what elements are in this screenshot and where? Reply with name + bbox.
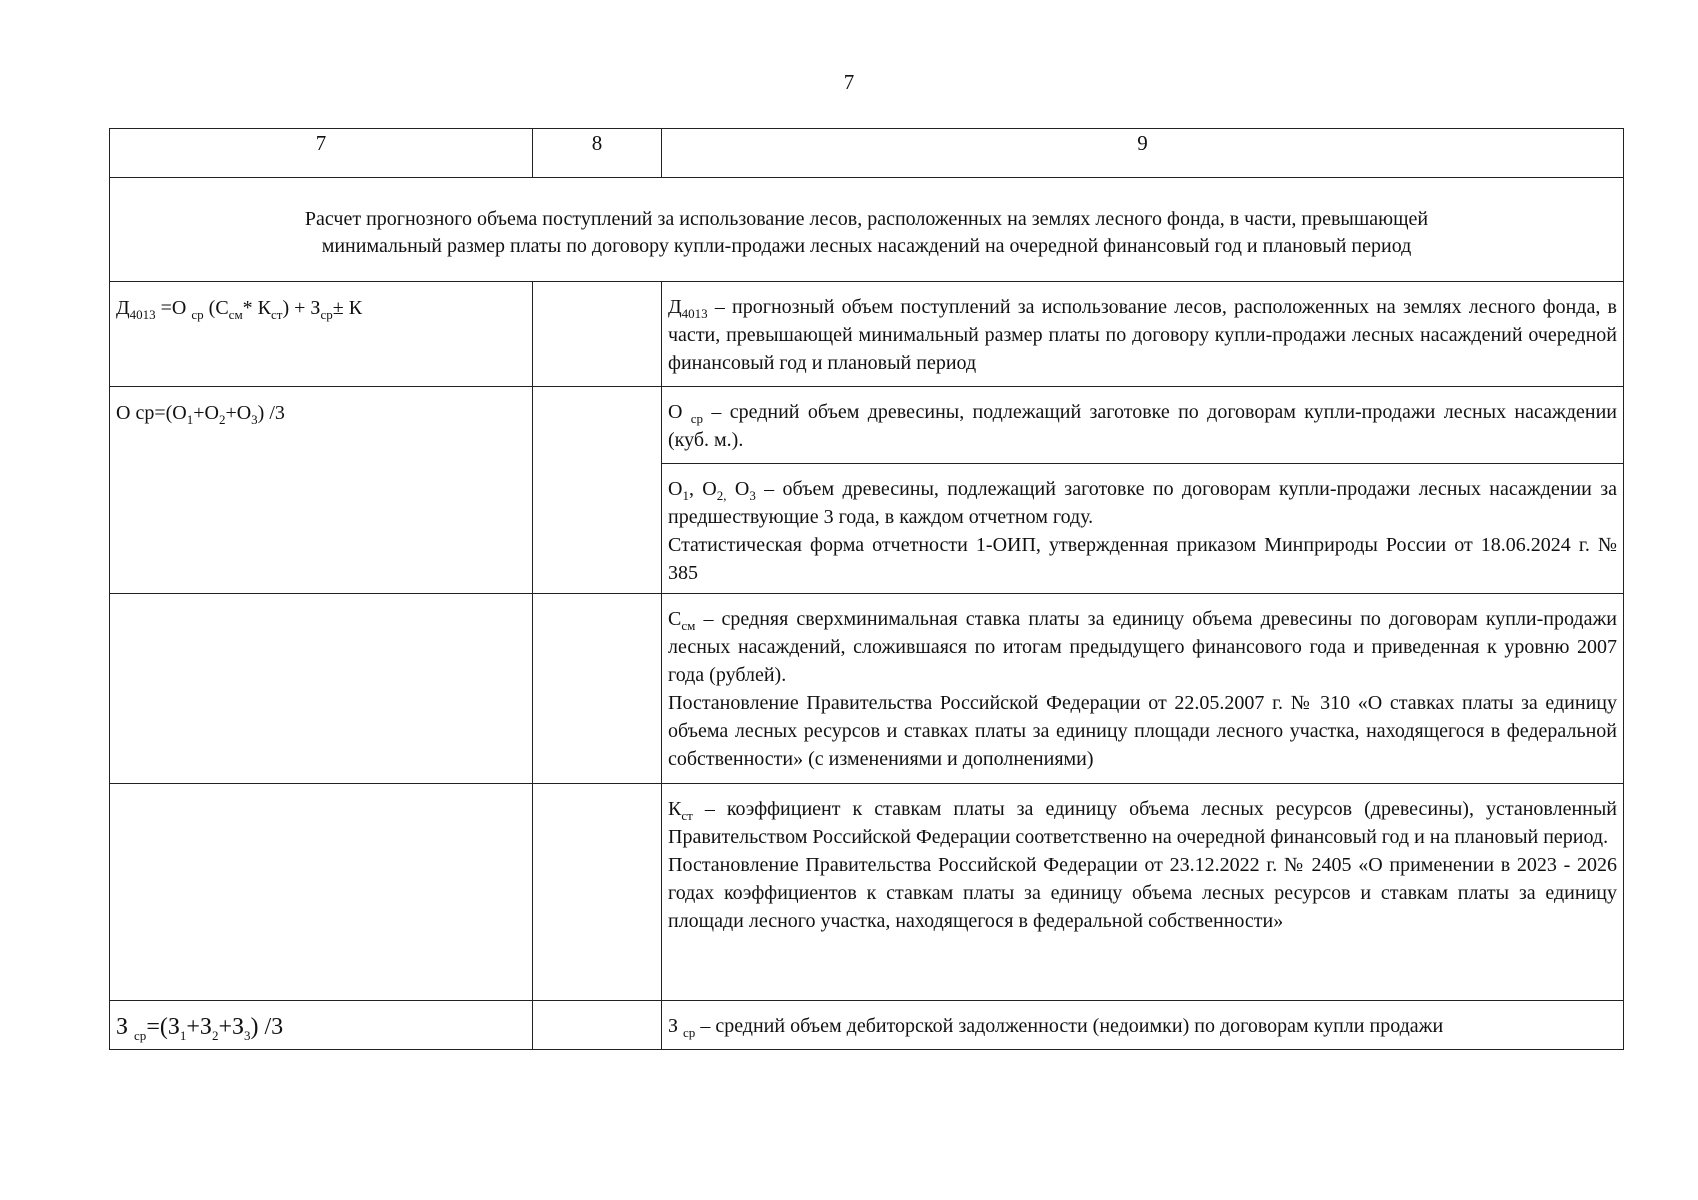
formula-d4013: $Д_{4013} =О$ $_{ср}$ ($С_{см}*$ $К_{ст}) + З_{ср}\pm К$ bbox=[110, 282, 533, 387]
description-k-st: $К_{ст}$ – коэффициент к ставкам платы за единицу объема лесных ресурсов (древесины), установленный Правительством Российской Федерации соответственно на очередной финансовый год и на плановый период. Постановление Правительства Российской Федерации от 23.12.2022 г. № 2405 «О применении в 2023 - 2026 годах коэффициентов к ставкам платы за единицу объема лесных ресурсов и ставкам платы за единицу площади лесного участка, находящегося в федеральной собственности» bbox=[662, 784, 1624, 1001]
formula-o-sr: О $ср=(О_1+О_2+О_3)$ /3 bbox=[110, 387, 533, 594]
description-z-sr: З $_{ср}$ – средний объем дебиторской задолженности (недоимки) по договорам купли продажи bbox=[662, 1001, 1624, 1050]
section-title-line-2: минимальный размер платы по договору купли-продажи лесных насаждений на очередной финансовый год и плановый период bbox=[321, 235, 1412, 257]
col8-cell-c-sm bbox=[533, 594, 662, 784]
description-o123: $О_1$, $О_{2,}$ $О_3$ – объем древесины, подлежащий заготовке по договорам купли-продажи лесных насаждении за предшествующие 3 года, в каждом отчетном году. Статистическая форма отчетности 1-ОИП, утвержденная приказом Минприроды России от 18.06.2024 г. № 385 bbox=[662, 464, 1624, 594]
formula-c-sm bbox=[110, 594, 533, 784]
formula-z-sr: З $_{ср}=(З_1+З_2+З_3)$ /3 bbox=[110, 1001, 533, 1050]
formula-k-st bbox=[110, 784, 533, 1001]
table-row-k-st bbox=[110, 784, 1624, 1001]
table-header-row bbox=[110, 129, 1624, 178]
col8-cell-o-sr bbox=[533, 387, 662, 594]
source-k-st: Постановление Правительства Российской Федерации от 23.12.2022 г. № 2405 «О применении в 2023 - 2026 годах коэффициентов к ставкам платы за единицу объема лесных ресурсов и ставкам платы за единицу площади лесного участка, находящегося в федеральной собственности» bbox=[668, 854, 1617, 932]
section-title-line-1: Расчет прогнозного объема поступлений за использование лесов, расположенных на землях лесного фонда, в части, превышающей bbox=[304, 208, 1429, 230]
data-table bbox=[109, 128, 1624, 1050]
table-row-z-sr bbox=[110, 1001, 1624, 1050]
col8-cell-k-st bbox=[533, 784, 662, 1001]
header-cell-col8: 8 bbox=[533, 129, 662, 178]
table-row-c-sm bbox=[110, 594, 1624, 784]
section-title-row bbox=[110, 178, 1624, 282]
source-o123: Статистическая форма отчетности 1-ОИП, утвержденная приказом Минприроды России от 18.06.2024 г. № 385 bbox=[668, 534, 1617, 584]
description-c-sm: $С_{см}$ – средняя сверхминимальная ставка платы за единицу объема древесины по договорам купли-продажи лесных насаждений, сложившаяся по итогам предыдущего финансового года и приведенная к уровню 2007 года (рублей). Постановление Правительства Российской Федерации от 22.05.2007 г. № 310 «О ставках платы за единицу объема лесных ресурсов и ставках платы за единицу площади лесного участка, находящегося в федеральной собственности» (с изменениями и дополнениями) bbox=[662, 594, 1624, 784]
section-title-cell bbox=[110, 178, 1624, 282]
col8-cell-d4013 bbox=[533, 282, 662, 387]
description-o-sr: О $_{ср}$ – средний объем древесины, подлежащий заготовке по договорам купли-продажи лесных насаждении (куб. м.). bbox=[662, 387, 1624, 464]
table-row-o-sr bbox=[110, 387, 1624, 464]
page-number: 7 bbox=[843, 70, 855, 94]
source-c-sm: Постановление Правительства Российской Федерации от 22.05.2007 г. № 310 «О ставках платы за единицу объема лесных ресурсов и ставках платы за единицу площади лесного участка, находящегося в федеральной собственности» (с изменениями и дополнениями) bbox=[668, 692, 1617, 770]
description-d4013: $Д_{4013}$ – прогнозный объем поступлений за использование лесов, расположенных на землях лесного фонда, в части, превышающей минимальный размер платы по договору купли-продажи лесных насаждений очередной финансовый год и плановый период bbox=[662, 282, 1624, 387]
header-cell-col9: 9 bbox=[662, 129, 1624, 178]
header-cell-col7: 7 bbox=[110, 129, 533, 178]
col8-cell-z-sr bbox=[533, 1001, 662, 1050]
table-row-d4013 bbox=[110, 282, 1624, 387]
